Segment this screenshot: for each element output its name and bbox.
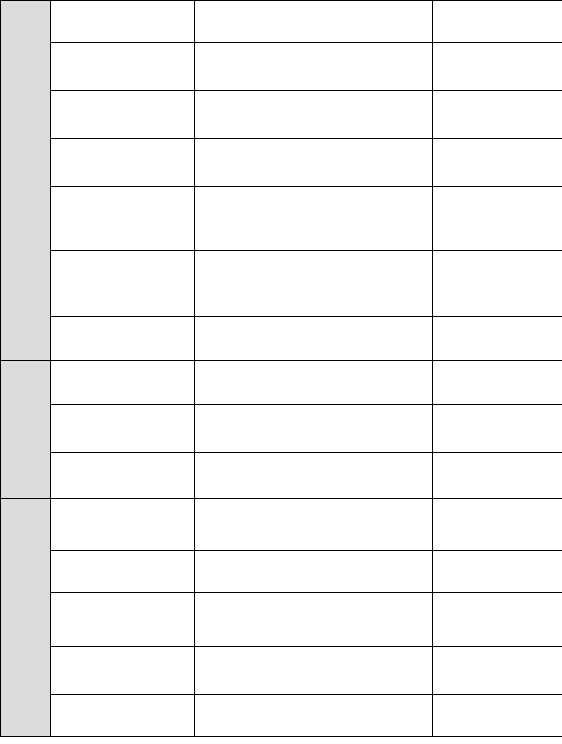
law-name	[51, 405, 195, 453]
law-name	[51, 43, 195, 91]
law-name	[51, 1, 195, 43]
law-content-cell	[195, 551, 433, 593]
law-name	[51, 251, 195, 317]
law-name	[51, 551, 195, 593]
status-cell	[433, 139, 562, 187]
category-cell	[1, 1, 51, 361]
table-row	[1, 361, 562, 405]
law-name	[51, 187, 195, 251]
status-cell	[433, 453, 562, 499]
policy-law-table-body	[1, 1, 562, 737]
law-content-cell	[195, 647, 433, 695]
category-cell	[1, 361, 51, 499]
status-cell	[433, 499, 562, 551]
law-content-cell	[195, 453, 433, 499]
law-name	[51, 593, 195, 647]
law-content-cell	[195, 251, 433, 317]
law-name	[51, 499, 195, 551]
law-content-cell	[195, 499, 433, 551]
table-row	[1, 551, 562, 593]
table-row	[1, 317, 562, 361]
category-cell	[1, 499, 51, 737]
law-content-cell	[195, 361, 433, 405]
status-cell	[433, 1, 562, 43]
table-row	[1, 251, 562, 317]
status-cell	[433, 695, 562, 737]
table-row	[1, 187, 562, 251]
law-name	[51, 453, 195, 499]
law-content-cell	[195, 405, 433, 453]
status-cell	[433, 317, 562, 361]
law-content-cell	[195, 139, 433, 187]
law-content-cell	[195, 695, 433, 737]
table-row	[1, 405, 562, 453]
law-name	[51, 139, 195, 187]
table-row	[1, 647, 562, 695]
law-content-cell	[195, 1, 433, 43]
status-cell	[433, 405, 562, 453]
table-row	[1, 695, 562, 737]
status-cell	[433, 91, 562, 139]
law-content-cell	[195, 43, 433, 91]
law-content-cell	[195, 593, 433, 647]
law-name	[51, 91, 195, 139]
status-cell	[433, 43, 562, 91]
table-row	[1, 499, 562, 551]
table-row	[1, 593, 562, 647]
table-row	[1, 91, 562, 139]
law-content-cell	[195, 91, 433, 139]
status-cell	[433, 187, 562, 251]
table-row	[1, 453, 562, 499]
table-row	[1, 1, 562, 43]
table-row	[1, 43, 562, 91]
law-name	[51, 647, 195, 695]
law-content-cell	[195, 187, 433, 251]
status-cell	[433, 361, 562, 405]
status-cell	[433, 551, 562, 593]
law-name	[51, 317, 195, 361]
law-name	[51, 361, 195, 405]
law-content-cell	[195, 317, 433, 361]
status-cell	[433, 251, 562, 317]
table-row	[1, 139, 562, 187]
status-cell	[433, 593, 562, 647]
status-cell	[433, 647, 562, 695]
law-name	[51, 695, 195, 737]
